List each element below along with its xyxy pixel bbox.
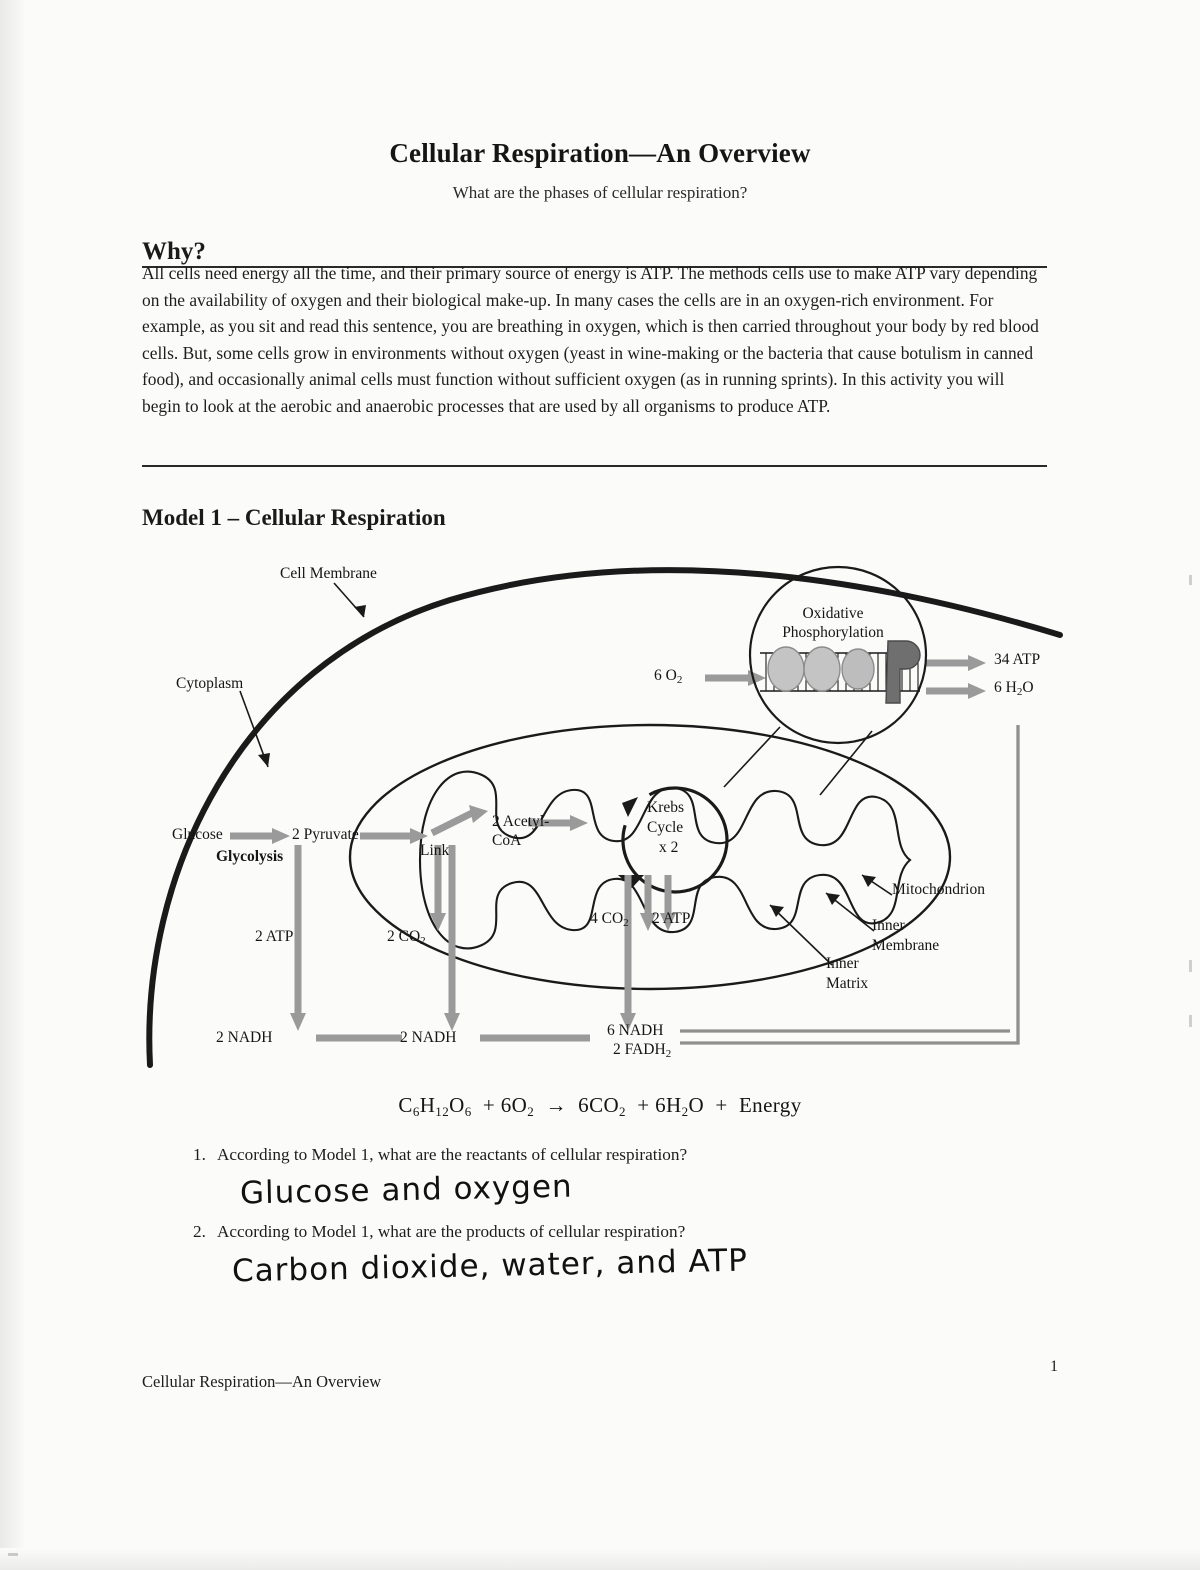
label-acetyl-coa-1: 2 Acetyl- [492,813,550,830]
scan-artifact [8,1553,18,1556]
label-inner-matrix-1: Inner [826,955,859,972]
question-1-number: 1. [193,1145,206,1164]
model1-diagram [120,545,1080,1105]
page-footer: Cellular Respiration—An Overview [142,1372,382,1391]
label-mitochondrion: Mitochondrion [892,881,985,898]
label-link: Link [420,842,450,859]
question-2-number: 2. [193,1222,206,1241]
label-atp-glycolysis: 2 ATP [255,928,294,945]
label-inner-membrane-1: Inner [872,917,905,934]
label-inner-matrix-2: Matrix [826,975,869,992]
krebs-arrowhead-top [622,797,638,817]
label-pyruvate: 2 Pyruvate [292,826,359,843]
respiration-equation: C6H12O6 + 6O2 → 6CO2 + 6H2O + Energy [398,1093,802,1119]
divider-bottom [142,465,1047,467]
label-cell-membrane: Cell Membrane [280,565,377,582]
question-2 [193,1222,685,1242]
label-cytoplasm: Cytoplasm [176,675,244,692]
label-nadh-link: 2 NADH [400,1029,457,1046]
label-co2-krebs: 4 $CO_2$ [590,910,629,929]
label-nadh-krebs: 6 NADH [607,1022,664,1039]
magnifier-connector-left [724,727,780,787]
label-krebs-2: Cycle [647,819,684,836]
label-atp-output: 34 ATP [994,651,1041,668]
question-2-text: According to Model 1, what are the products of cellular respiration? [217,1222,686,1241]
label-oxidative-phosphorylation-2: Phosphorylation [782,624,884,641]
label-nadh-glycolysis: 2 NADH [216,1029,273,1046]
scan-edge-bottom [0,1548,1200,1570]
label-water-output: 6 $H_2O$ [994,679,1034,698]
label-co2-link: 2 $CO_2$ [387,928,426,947]
question-1 [193,1145,687,1165]
page-title: Cellular Respiration—An Overview [389,138,811,168]
scan-artifact [1189,575,1192,585]
leader-inner-matrix [770,905,832,965]
cell-membrane-arc [149,570,1060,1065]
scan-artifact [1189,1015,1192,1027]
label-fadh2-krebs: 2 $FADH_2$ [613,1041,672,1060]
label-acetyl-coa-2: CoA [492,832,522,849]
label-krebs-3: x 2 [659,839,679,856]
label-oxidative-phosphorylation-1: Oxidative [802,605,864,622]
question-1-text: According to Model 1, what are the reactants of cellular respiration? [217,1145,688,1164]
scan-edge-left [0,0,26,1570]
page-number: 1 [1050,1358,1058,1375]
label-atp-krebs: 2 ATP [652,910,691,927]
label-oxygen-input: 6 $O_2$ [654,667,683,686]
answer-2-handwritten: Carbon dioxide, water, and ATP [231,1242,749,1290]
label-glucose: Glucose [172,826,223,843]
label-glycolysis: Glycolysis [216,848,284,865]
label-krebs-1: Krebs [647,799,685,816]
pathway-arrows [230,655,986,1038]
label-inner-membrane-2: Membrane [872,937,940,954]
etc-membrane [760,641,920,703]
magnifier-connector-right [820,731,872,795]
why-body-text: All cells need energy all the time, and their primary source of energy is ATP. The methods cells use to make ATP vary depending on the availability of oxygen and their biological make-up. In many cases the cells are in an oxygen-rich environment. For example, as you sit and read this sentence, you are breathing in oxygen, which is then carried throughout your body by red blood cells. But, some cells grow in environments without oxygen (yeast in wine-making or the bacteria that cause botulism in canned food), and occasionally animal cells must function without sufficient oxygen (as in running sprints). In this activity you will begin to look at the aerobic and anaerobic processes that are used by all organisms to produce ATP. [142,263,1039,416]
diagram-svg [120,545,1080,1105]
section-heading-model1: Model 1 – Cellular Respiration [142,505,446,530]
section-heading-why: Why? [142,238,206,265]
answer-1-handwritten: Glucose and oxygen [239,1168,573,1212]
page-subtitle: What are the phases of cellular respiration? [452,183,748,202]
scan-artifact [1189,960,1192,972]
